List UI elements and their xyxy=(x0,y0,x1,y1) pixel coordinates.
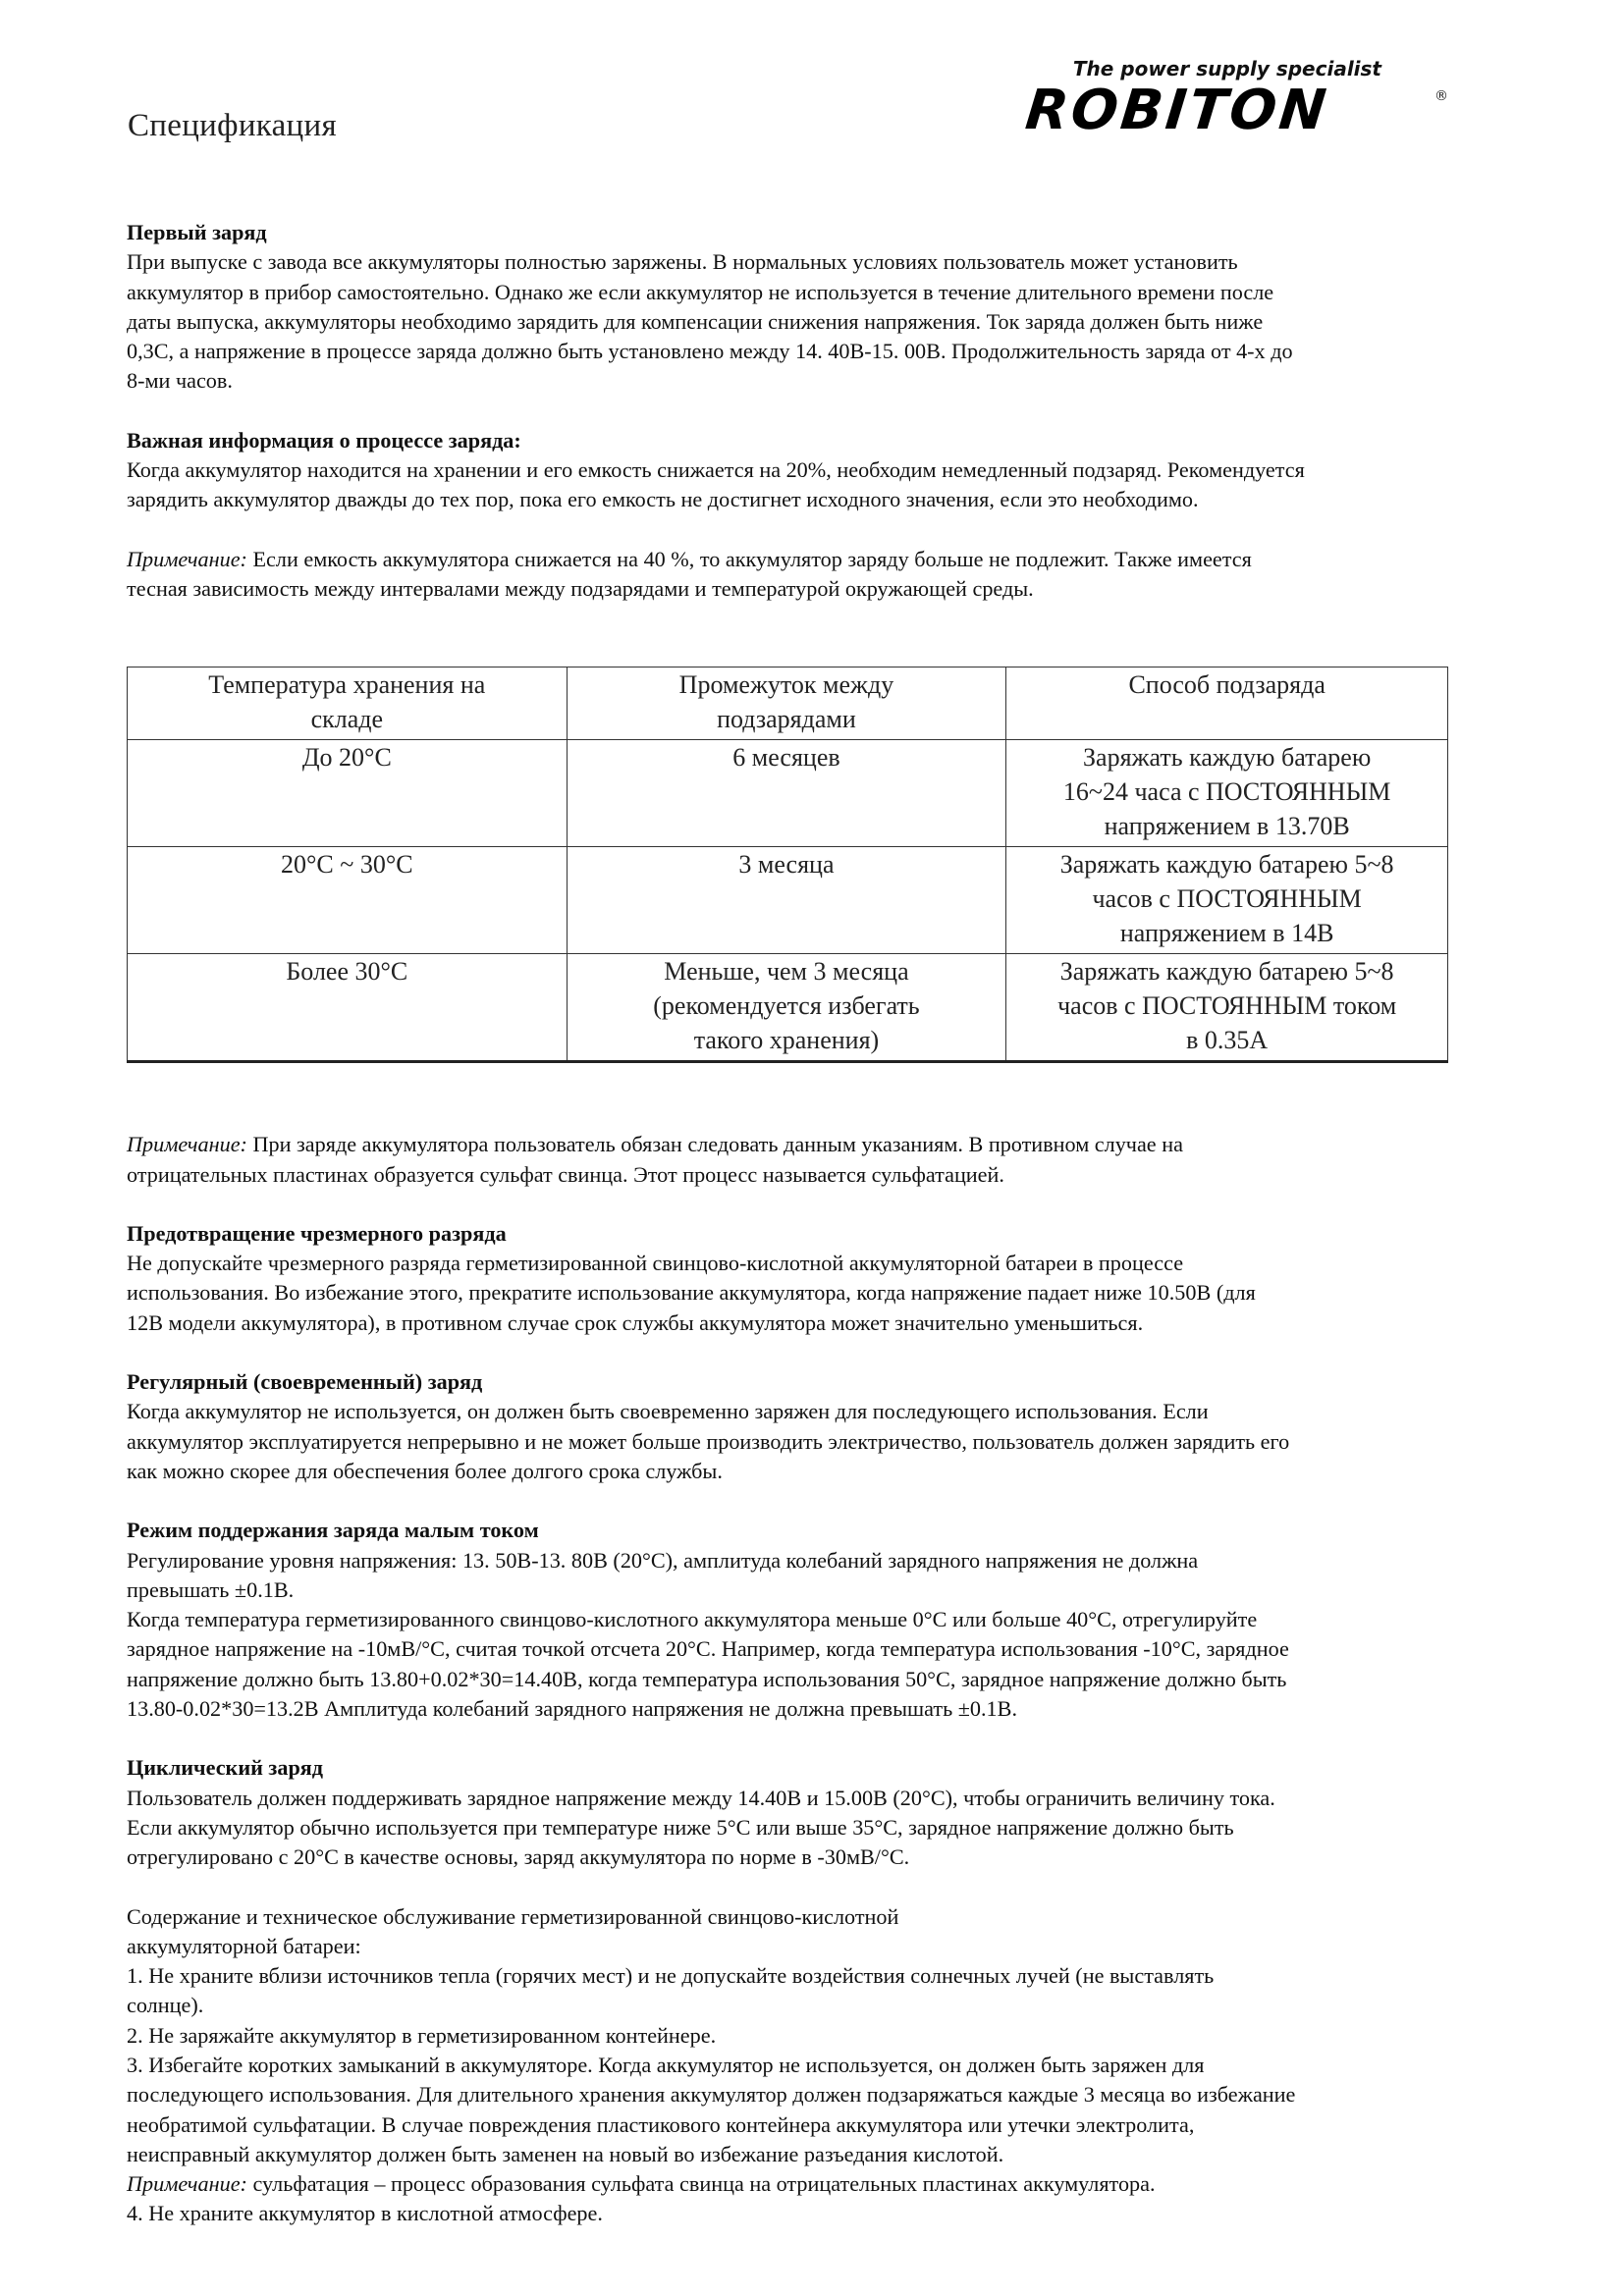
logo-tagline: The power supply specialist xyxy=(1072,57,1381,80)
section-overdischarge xyxy=(127,1219,1482,1338)
section-regular-charge xyxy=(127,1367,1482,1486)
note-label: Примечание: xyxy=(127,1132,247,1157)
section-heading: Циклический заряд xyxy=(127,1755,324,1781)
cell-method: Заряжать каждую батарею 5~8 часов с ПОСТОЯННЫМ током в 0.35А xyxy=(1006,954,1448,1062)
section-maintenance xyxy=(127,1902,1482,2229)
table-row xyxy=(128,954,1448,1062)
cell-temperature: Более 30°C xyxy=(128,954,568,1062)
section-cyclic-charge xyxy=(127,1753,1482,1872)
cell-method: Заряжать каждую батарею 5~8 часов с ПОСТОЯННЫМ напряжением в 14В xyxy=(1006,847,1448,954)
paragraph-line: Когда аккумулятор находится на хранении и его емкость снижается на 20%, необходим немедленный подзаряд. Рекомендуется xyxy=(127,457,1305,483)
paragraph-line: 12В модели аккумулятора), в противном случае срок службы аккумулятора может значительно уменьшиться. xyxy=(127,1309,1144,1335)
list-item: 4. Не храните аккумулятор в кислотной атмосфере. xyxy=(127,2201,603,2226)
note-line xyxy=(127,1130,1482,1159)
paragraph-line: зарядное напряжение на -10мВ/°C, считая точкой отсчета 20°C. Например, когда температура использования -10°C, зарядное xyxy=(127,1636,1289,1662)
note-text: Если емкость аккумулятора снижается на 40 %, то аккумулятор заряду больше не подлежит. Также имеется xyxy=(246,546,1252,571)
list-item-continuation: необратимой сульфатации. В случае повреждения пластикового контейнера аккумулятора или утечки электролита, xyxy=(127,2111,1195,2137)
paragraph-line: Не допускайте чрезмерного разряда герметизированной свинцово-кислотной аккумуляторной батареи в процессе xyxy=(127,1251,1184,1276)
header-storage-temperature: Температура хранения на складе xyxy=(128,667,568,740)
note-line xyxy=(127,2169,1482,2199)
paragraph-line: даты выпуска, аккумуляторы необходимо зарядить для компенсации снижения напряжения. Ток заряда должен быть ниже xyxy=(127,308,1264,334)
list-item: 1. Не храните вблизи источников тепла (горячих мест) и не допускайте воздействия солнечных лучей (не выставлять xyxy=(127,1963,1215,1989)
paragraph-line: аккумулятор эксплуатируется непрерывно и не может больше производить электричество, пользователь должен зарядить его xyxy=(127,1428,1290,1454)
note-line xyxy=(127,545,1482,574)
paragraph-line: использования. Во избежание этого, прекратите использование аккумулятора, когда напряжение падает ниже 10.50В (для xyxy=(127,1280,1256,1306)
list-item-continuation: последующего использования. Для длительного хранения аккумулятор должен подзаряжаться каждые 3 месяца во избежание xyxy=(127,2082,1296,2108)
storage-table-wrapper xyxy=(127,667,1482,1063)
note-line: отрицательных пластинах образуется сульфат свинца. Этот процесс называется сульфатацией. xyxy=(127,1161,1004,1187)
cell-temperature: До 20°C xyxy=(128,740,568,847)
paragraph-line: Содержание и техническое обслуживание герметизированной свинцово-кислотной xyxy=(127,1903,899,1929)
cell-temperature: 20°C ~ 30°C xyxy=(128,847,568,954)
page-title: Спецификация xyxy=(128,108,337,143)
paragraph-line: аккумуляторной батареи: xyxy=(127,1933,361,1958)
paragraph-line: Когда аккумулятор не используется, он должен быть своевременно заряжен для последующего использования. Если xyxy=(127,1399,1209,1424)
note-label: Примечание: xyxy=(127,546,247,571)
paragraph-line: зарядить аккумулятор дважды до тех пор, пока его емкость не достигнет исходного значения, если это необходимо. xyxy=(127,487,1199,512)
note-text: При заряде аккумулятора пользователь обязан следовать данным указаниям. В противном случае на xyxy=(246,1132,1183,1157)
paragraph-line: как можно скорее для обеспечения более долгого срока службы. xyxy=(127,1458,723,1483)
cell-interval: 6 месяцев xyxy=(567,740,1006,847)
paragraph-line: При выпуске с завода все аккумуляторы полностью заряжены. В нормальных условиях пользователь может установить xyxy=(127,249,1238,275)
section-heading: Первый заряд xyxy=(127,220,267,244)
note-sulfation xyxy=(127,1130,1482,1190)
robiton-logo xyxy=(1022,57,1448,145)
paragraph-line: 8-ми часов. xyxy=(127,368,233,394)
table-row xyxy=(128,740,1448,847)
section-heading: Режим поддержания заряда малым током xyxy=(127,1518,539,1543)
section-charge-info xyxy=(127,426,1482,515)
header-recharge-interval: Промежуток между подзарядами xyxy=(567,667,1006,740)
cell-method: Заряжать каждую батарею 16~24 часа с ПОСТОЯННЫМ напряжением в 13.70В xyxy=(1006,740,1448,847)
paragraph-line: Регулирование уровня напряжения: 13. 50В-13. 80В (20°C), амплитуда колебаний зарядного напряжения не должна xyxy=(127,1547,1199,1573)
section-heading: Регулярный (своевременный) заряд xyxy=(127,1369,483,1395)
paragraph-line: Если аккумулятор обычно используется при температуре ниже 5°C или выше 35°C, зарядное напряжение должно быть xyxy=(127,1814,1234,1840)
paragraph-line: 0,3С, а напряжение в процессе заряда должно быть установлено между 14. 40В-15. 00В. Продолжительность заряда от 4-х до xyxy=(127,339,1293,364)
logo-brand: ROBITON xyxy=(1022,79,1332,142)
paragraph-line: отрегулировано с 20°C в качестве основы, заряд аккумулятора по норме в -30мВ/°C. xyxy=(127,1844,910,1870)
section-float-charge xyxy=(127,1516,1482,1724)
cell-interval: 3 месяца xyxy=(567,847,1006,954)
paragraph-line: напряжение должно быть 13.80+0.02*30=14.40В, когда температура использования 50°C, зарядное напряжение должно быть xyxy=(127,1666,1287,1691)
note-label: Примечание: xyxy=(127,2171,247,2197)
note-text: сульфатация – процесс образования сульфата свинца на отрицательных пластинах аккумулятора. xyxy=(246,2171,1156,2197)
section-heading: Предотвращение чрезмерного разряда xyxy=(127,1220,507,1246)
table-header-row xyxy=(128,667,1448,740)
storage-table xyxy=(127,667,1448,1063)
paragraph-line: Когда температура герметизированного свинцово-кислотного аккумулятора меньше 0°C или больше 40°C, отрегулируйте xyxy=(127,1607,1258,1632)
note-line: тесная зависимость между интервалами между подзарядами и температурой окружающей среды. xyxy=(127,575,1034,601)
header-recharge-method: Способ подзаряда xyxy=(1006,667,1448,740)
list-item-continuation: солнце). xyxy=(127,1993,204,2018)
section-first-charge xyxy=(127,218,1482,397)
document-body xyxy=(127,218,1482,2229)
paragraph-line: превышать ±0.1В. xyxy=(127,1576,295,1602)
table-row xyxy=(128,847,1448,954)
paragraph-line: Пользователь должен поддерживать зарядное напряжение между 14.40В и 15.00В (20°C), чтобы ограничить величину тока. xyxy=(127,1785,1275,1810)
logo-registered-mark: ® xyxy=(1434,88,1448,104)
cell-interval: Меньше, чем 3 месяца (рекомендуется избегать такого хранения) xyxy=(567,954,1006,1062)
list-item: 3. Избегайте коротких замыканий в аккумуляторе. Когда аккумулятор не используется, он должен быть заряжен для xyxy=(127,2052,1205,2077)
paragraph-line: 13.80-0.02*30=13.2В Амплитуда колебаний зарядного напряжения не должна превышать ±0.1В. xyxy=(127,1696,1017,1722)
section-heading: Важная информация о процессе заряда: xyxy=(127,427,521,453)
paragraph-line: аккумулятор в прибор самостоятельно. Однако же если аккумулятор не используется в течение длительного времени после xyxy=(127,279,1274,304)
list-item-continuation: неисправный аккумулятор должен быть заменен на новый во избежание разъедания кислотой. xyxy=(127,2141,1004,2166)
note-capacity xyxy=(127,545,1482,605)
list-item: 2. Не заряжайте аккумулятор в герметизированном контейнере. xyxy=(127,2022,717,2048)
